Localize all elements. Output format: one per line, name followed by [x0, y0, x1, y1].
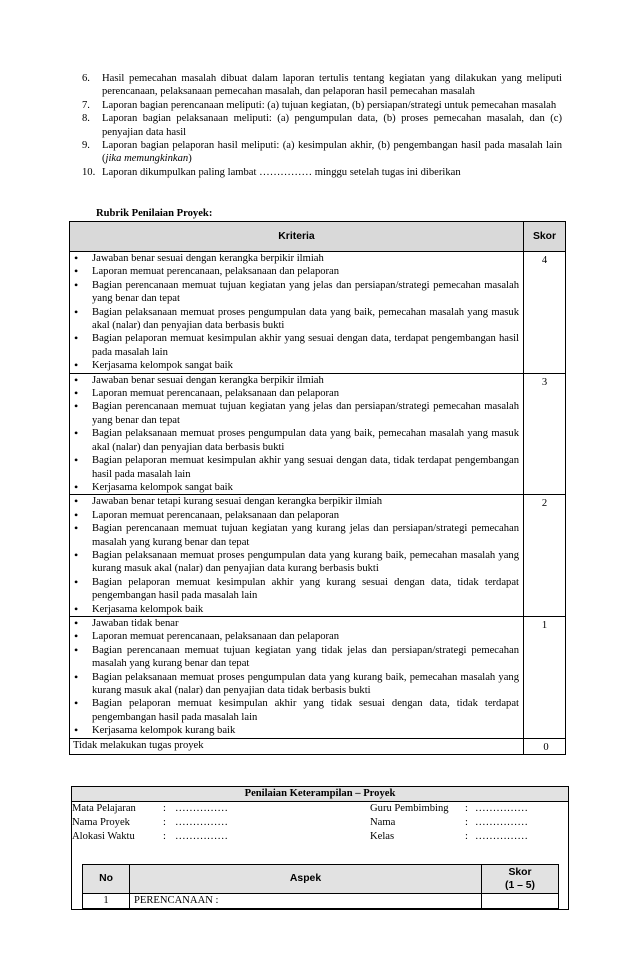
- criteria-item: • Laporan memuat perencanaan, pelaksanaan dan pelaporan: [70, 630, 523, 643]
- criteria-item: • Bagian perencanaan memuat tujuan kegiatan yang kurang jelas dan persiapan/strategi pemecahan masalah yang kurang benar dan tepat: [70, 522, 523, 549]
- criteria-item: • Kerjasama kelompok baik: [70, 603, 523, 616]
- item-text-end: ): [188, 153, 192, 165]
- field-sep: :: [163, 817, 166, 828]
- instruction-list: [82, 72, 562, 179]
- item-number: 10.: [82, 166, 96, 178]
- table-row: [83, 894, 559, 909]
- criteria-item: • Laporan memuat perencanaan, pelaksanaan dan pelaporan: [70, 509, 523, 522]
- criteria-item: • Laporan memuat perencanaan, pelaksanaan dan pelaporan: [70, 387, 523, 400]
- criteria-item: • Bagian pelaporan memuat kesimpulan akhir yang kurang sesuai dengan data, tidak terdapat pengembangan hasil pada masalah lain: [70, 576, 523, 603]
- criteria-cell: [70, 495, 524, 617]
- field-value: ……………: [475, 817, 528, 828]
- criteria-item: • Laporan memuat perencanaan, pelaksanaan dan pelaporan: [70, 265, 523, 278]
- criteria-list: [70, 374, 523, 495]
- field-sep: :: [163, 803, 166, 814]
- row-aspek: PERENCANAAN :: [130, 894, 482, 909]
- field-value: ……………: [475, 831, 528, 842]
- field-value: ……………: [175, 831, 228, 842]
- criteria-cell: [70, 373, 524, 495]
- criteria-item: • Bagian perencanaan memuat tujuan kegiatan yang jelas dan persiapan/strategi pemecahan masalah yang benar dan tepat: [70, 400, 523, 427]
- field-label: Alokasi Waktu: [72, 831, 135, 842]
- rubric-row: [70, 616, 566, 738]
- criteria-item: • Jawaban benar tetapi kurang sesuai dengan kerangka berpikir ilmiah: [70, 495, 523, 508]
- item-text-italic: jika memungkinkan: [105, 153, 189, 165]
- header-skor: Skor: [524, 222, 566, 252]
- item-number: 7.: [82, 99, 90, 111]
- instruction-item: [82, 112, 562, 139]
- item-number: 9.: [82, 140, 90, 152]
- row-skor: [482, 894, 559, 909]
- field-value: ……………: [475, 803, 528, 814]
- field-sep: :: [163, 831, 166, 842]
- item-number: 8.: [82, 113, 90, 125]
- header-no: No: [83, 865, 130, 894]
- criteria-item: • Bagian pelaksanaan memuat proses pengumpulan data yang baik, pemecahan masalah yang masuk akal (nalar) dan penyajian data berbasis bukti: [70, 427, 523, 454]
- field-sep: :: [465, 817, 468, 828]
- rubric-header-row: [70, 222, 566, 252]
- item-text-main: Laporan bagian pelaporan hasil meliputi: (a) kesimpulan akhir, (b) pengembangan hasil pada masalah lain (: [102, 140, 562, 165]
- instruction-item: [82, 139, 562, 166]
- field-value: ……………: [175, 803, 228, 814]
- footer-label: Tidak melakukan tugas proyek: [70, 738, 524, 754]
- footer-score: 0: [524, 738, 566, 754]
- instruction-item: [82, 166, 562, 179]
- score-cell: 2: [524, 495, 566, 617]
- aspek-header-row: [83, 865, 559, 894]
- item-text: Laporan bagian pelaksanaan meliputi: (a) pengumpulan data, (b) proses pemecahan masalah, dan (c) penyajian data hasil: [102, 113, 562, 138]
- rubric-body: [70, 252, 566, 739]
- field-label: Nama: [370, 817, 396, 828]
- field-label: Nama Proyek: [72, 817, 130, 828]
- criteria-item: • Bagian perencanaan memuat tujuan kegiatan yang tidak jelas dan persiapan/strategi pemecahan masalah yang kurang benar dan tepat: [70, 644, 523, 671]
- criteria-item: • Bagian pelaksanaan memuat proses pengumpulan data yang baik, pemecahan masalah yang masuk akal (nalar) dan penyajian data berbasis bukti: [70, 306, 523, 333]
- score-cell: 1: [524, 616, 566, 738]
- criteria-list: [70, 495, 523, 616]
- criteria-item: • Jawaban benar sesuai dengan kerangka berpikir ilmiah: [70, 374, 523, 387]
- instruction-item: [82, 72, 562, 99]
- aspek-table: [82, 864, 559, 909]
- rubric-table: [69, 221, 566, 755]
- field-label: Kelas: [370, 831, 395, 842]
- rubric-title: Rubrik Penilaian Proyek:: [96, 208, 213, 219]
- criteria-item: • Bagian pelaksanaan memuat proses pengumpulan data yang kurang baik, pemecahan masalah yang kurang masuk akal (nalar) dan penyajian data kurang berbasis bukti: [70, 549, 523, 576]
- header-skor-label: Skor: [508, 866, 532, 878]
- criteria-cell: [70, 616, 524, 738]
- criteria-item: • Bagian pelaporan memuat kesimpulan akhir yang sesuai dengan data, tidak terdapat pengembangan hasil pada masalah lain: [70, 454, 523, 481]
- header-skor: [482, 865, 559, 894]
- field-value: ……………: [175, 817, 228, 828]
- item-text: [102, 139, 562, 166]
- criteria-list: [70, 617, 523, 738]
- field-label: Guru Pembimbing: [370, 803, 449, 814]
- keterampilan-title: Penilaian Keterampilan – Proyek: [72, 787, 568, 802]
- field-sep: :: [465, 831, 468, 842]
- row-no: 1: [83, 894, 130, 909]
- field-sep: :: [465, 803, 468, 814]
- criteria-item: • Bagian pelaporan memuat kesimpulan akhir yang tidak sesuai dengan data, tidak terdapat pengembangan hasil pada masalah lain: [70, 697, 523, 724]
- keterampilan-form: [71, 786, 569, 910]
- instruction-item: [82, 99, 562, 112]
- item-text: Hasil pemecahan masalah dibuat dalam laporan tertulis tentang kegiatan yang dilakukan yang meliputi perencanaan, pelaksanaan pemecahan masalah, dan pelaporan hasil pemecahan masalah: [102, 73, 562, 98]
- criteria-item: • Jawaban tidak benar: [70, 617, 523, 630]
- rubric-row: [70, 373, 566, 495]
- criteria-item: • Bagian pelaporan memuat kesimpulan akhir yang sesuai dengan data, terdapat pengembangan hasil pada masalah lain: [70, 332, 523, 359]
- score-cell: 4: [524, 252, 566, 374]
- criteria-item: • Kerjasama kelompok sangat baik: [70, 481, 523, 494]
- form-meta: [72, 802, 568, 852]
- criteria-item: • Bagian pelaksanaan memuat proses pengumpulan data yang kurang baik, pemecahan masalah yang kurang masuk akal (nalar) dan penyajian data tidak berbasis bukti: [70, 671, 523, 698]
- criteria-item: • Jawaban benar sesuai dengan kerangka berpikir ilmiah: [70, 252, 523, 265]
- criteria-cell: [70, 252, 524, 374]
- criteria-item: • Kerjasama kelompok sangat baik: [70, 359, 523, 372]
- field-label: Mata Pelajaran: [72, 803, 136, 814]
- score-cell: 3: [524, 373, 566, 495]
- header-kriteria: Kriteria: [70, 222, 524, 252]
- item-number: 6.: [82, 73, 90, 84]
- item-text: Laporan dikumpulkan paling lambat …………… minggu setelah tugas ini diberikan: [102, 166, 461, 178]
- criteria-item: • Kerjasama kelompok kurang baik: [70, 724, 523, 737]
- criteria-item: • Bagian perencanaan memuat tujuan kegiatan yang jelas dan persiapan/strategi pemecahan masalah yang benar dan tepat: [70, 279, 523, 306]
- rubric-footer-row: [70, 738, 566, 754]
- rubric-row: [70, 495, 566, 617]
- header-aspek: Aspek: [130, 865, 482, 894]
- item-text: Laporan bagian perencanaan meliputi: (a) tujuan kegiatan, (b) persiapan/strategi untuk pemecahan masalah: [102, 99, 557, 111]
- rubric-row: [70, 252, 566, 374]
- criteria-list: [70, 252, 523, 373]
- header-skor-range: (1 – 5): [504, 880, 536, 891]
